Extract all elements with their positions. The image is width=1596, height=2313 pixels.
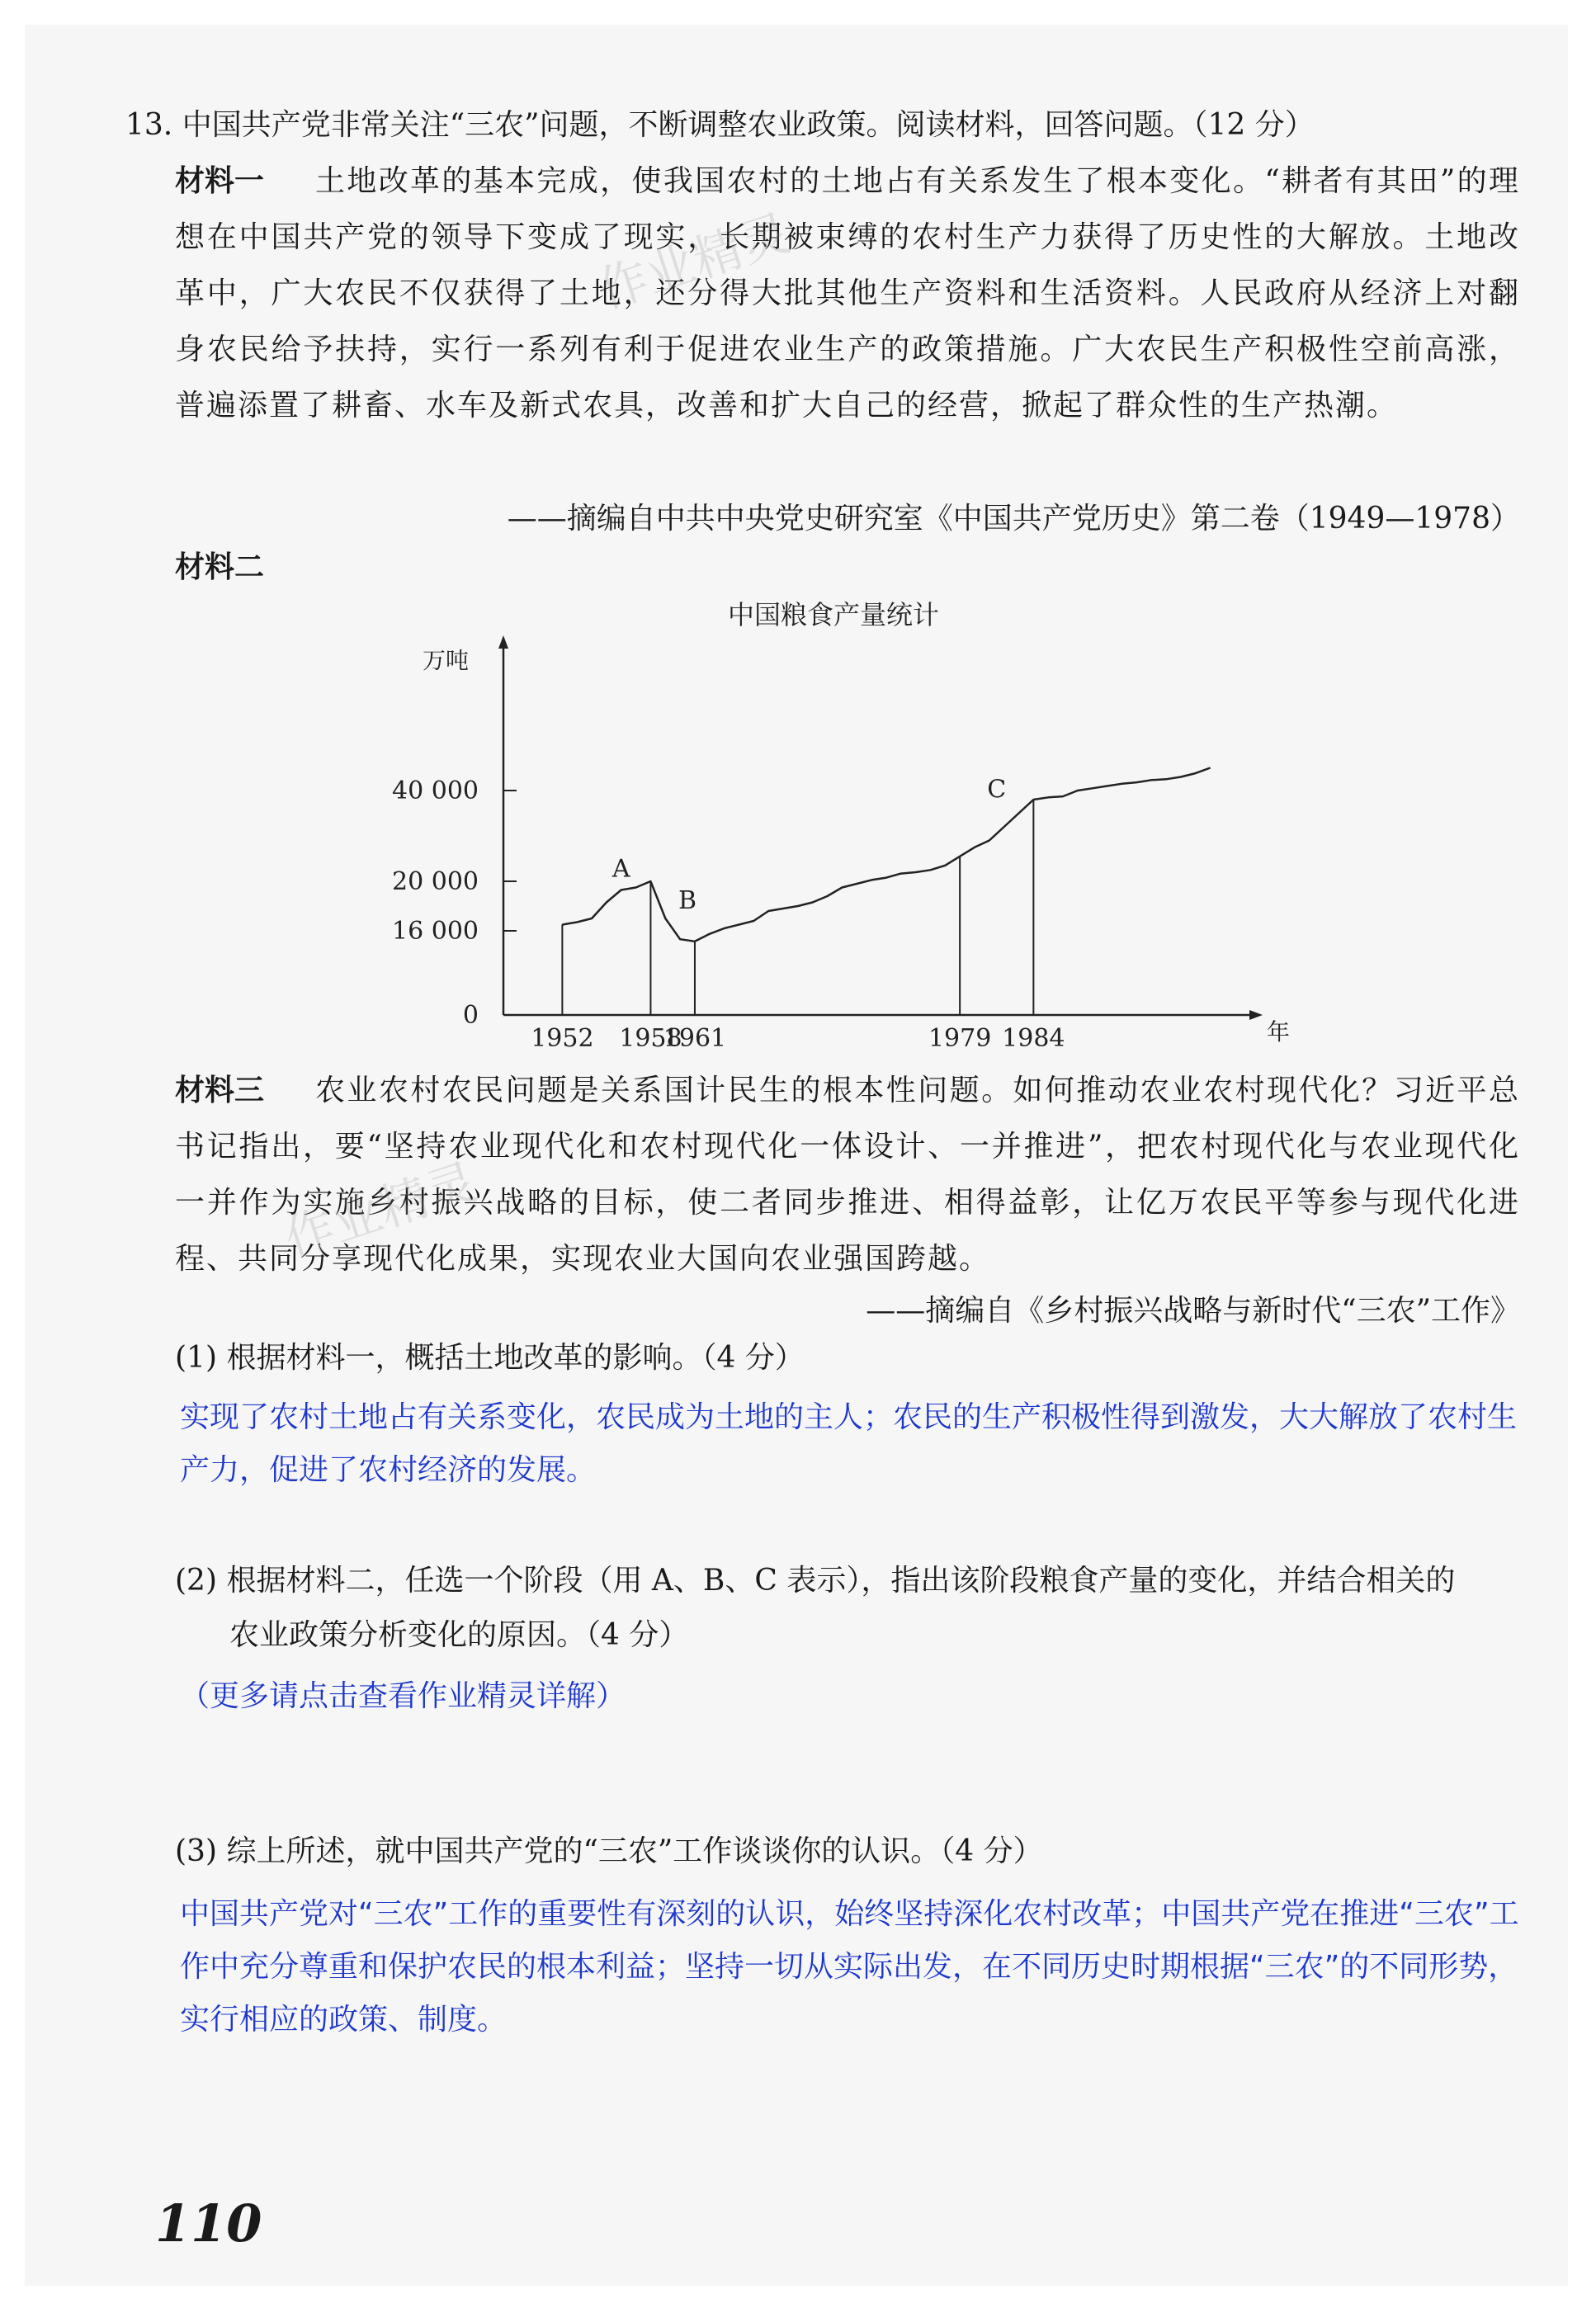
- watermark-middle: 作业精灵: [277, 1153, 484, 1270]
- data-point: [665, 918, 666, 919]
- q2-answer-link[interactable]: （更多请点击查看作业精灵详解）: [180, 1679, 626, 1713]
- data-point: [900, 873, 901, 874]
- y-tick-label: 40 000: [392, 777, 479, 805]
- q3-answer: 中国共产党对“三农”工作的重要性有深刻的认识，始终坚持深化农村改革；中国共产党在推进“三农”工作中充分尊重和保护农民的根本利益；坚持一切从实际出发，在不同历史时期根据“三农”的不同形势，实行相应的政策、制度。: [180, 1897, 1519, 2037]
- data-point: [1136, 782, 1137, 783]
- data-point: [1165, 779, 1166, 780]
- data-point: [650, 881, 651, 882]
- y-tick-label: 20 000: [392, 867, 479, 896]
- material3-source: ——摘编自《乡村振兴战略与新时代“三农”工作》: [866, 1294, 1520, 1328]
- x-tick-label: 1952: [531, 1024, 594, 1053]
- grain-production-chart: [363, 594, 1320, 1056]
- data-point: [1063, 796, 1064, 797]
- x-tick-label: 1958: [619, 1024, 682, 1053]
- data-point: [694, 941, 695, 942]
- chart-title: 中国粮食产量统计: [727, 599, 940, 630]
- data-point: [1210, 767, 1211, 768]
- data-point: [1195, 773, 1196, 774]
- q1-prompt: (1) 根据材料一，概括土地改革的影响。（4 分）: [175, 1341, 805, 1375]
- material3-text: 农业农村农民问题是关系国计民生的根本性问题。如何推动农业农村现代化？习近平总书记指出，要“坚持农业现代化和农村现代化一体设计、一并推进”，把农村现代化与农业现代化一并作为实施乡村振兴战略的目标，使二者同步推进、相得益彰，让亿万农民平等参与现代化进程、共同分享现代化成果，实现农业大国向农业强国跨越。: [175, 1074, 1520, 1276]
- chart-xlabel: 年: [1267, 1018, 1291, 1046]
- data-point: [915, 872, 916, 873]
- data-point: [577, 922, 578, 923]
- material1-label: 材料一: [175, 164, 265, 198]
- data-point: [1048, 797, 1049, 798]
- data-point: [1018, 813, 1019, 814]
- watermark-top: 作业精灵: [591, 204, 798, 321]
- question-title: 13. 中国共产党非常关注“三农”问题，不断调整农业政策。阅读材料，回答问题。（12 分）: [125, 108, 1315, 142]
- data-point: [1151, 780, 1152, 781]
- data-point: [635, 887, 636, 888]
- chart-ylabel: 万吨: [422, 647, 470, 674]
- data-point: [827, 896, 828, 897]
- annotation-B: B: [678, 886, 697, 915]
- data-point: [960, 856, 961, 857]
- material1-text: 土地改革的基本完成，使我国农村的土地占有关系发生了根本变化。“耕者有其田”的理想在中国共产党的领导下变成了现实，长期被束缚的农村生产力获得了历史性的大解放。土地改革中，广大农民不仅获得了土地，还分得大批其他生产资料和生活资料。人民政府从经济上对翻身农民给予扶持，实行一系列有利于促进农业生产的政策措施。广大农民生产积极性空前高涨，普遍添置了耕畜、水车及新式农具，改善和扩大自己的经营，掀起了群众性的生产热潮。: [175, 164, 1520, 422]
- annotation-C: C: [987, 775, 1007, 805]
- chart-drop-lines: [562, 800, 1033, 1015]
- material2-label: 材料二: [175, 550, 265, 584]
- x-tick-label: 1979: [928, 1024, 992, 1053]
- series-line-grain: [562, 768, 1210, 942]
- y-tick-label: 16 000: [392, 917, 479, 946]
- chart-annotations: [611, 775, 1006, 915]
- x-tick-label: 1961: [663, 1024, 727, 1053]
- y-tick-label: 0: [462, 1001, 479, 1030]
- q2-prompt-line1: (2) 根据材料二，任选一个阶段（用 A、B、C 表示），指出该阶段粮食产量的变化，并结合相关的: [175, 1564, 1456, 1598]
- chart-axes: [498, 635, 1263, 1020]
- data-point: [1121, 783, 1122, 784]
- data-point: [1003, 827, 1004, 828]
- data-point: [930, 870, 931, 871]
- data-point: [812, 902, 813, 903]
- y-axis-arrow: [498, 635, 508, 649]
- data-point: [768, 911, 769, 912]
- data-point: [709, 933, 710, 934]
- q1-answer: 实现了农村土地占有关系变化，农民成为土地的主人；农民的生产积极性得到激发，大大解放了农村生产力，促进了农村经济的发展。: [180, 1400, 1518, 1487]
- q3-prompt: (3) 综上所述，就中国共产党的“三农”工作谈谈你的认识。（4 分）: [175, 1834, 1043, 1868]
- data-point: [842, 887, 843, 888]
- data-point: [680, 939, 681, 940]
- data-point: [797, 906, 798, 907]
- page-number: 110: [155, 2193, 262, 2254]
- chart-ticks: [392, 777, 1065, 1053]
- chart-series: [562, 767, 1211, 942]
- x-tick-label: 1984: [1002, 1024, 1065, 1053]
- data-point: [562, 924, 563, 925]
- q2-prompt-line2: 农业政策分析变化的原因。（4 分）: [229, 1618, 689, 1652]
- data-point: [753, 921, 754, 922]
- material3-label: 材料三: [175, 1074, 265, 1107]
- data-point: [724, 928, 725, 929]
- x-axis-arrow: [1249, 1010, 1263, 1020]
- data-point: [945, 865, 946, 866]
- data-point: [1092, 788, 1093, 789]
- data-point: [885, 877, 886, 878]
- data-point: [606, 902, 607, 903]
- data-point: [592, 918, 593, 919]
- material1-source: ——摘编自中共中央党史研究室《中国共产党历史》第二卷（1949—1978）: [507, 502, 1520, 536]
- annotation-A: A: [611, 854, 630, 884]
